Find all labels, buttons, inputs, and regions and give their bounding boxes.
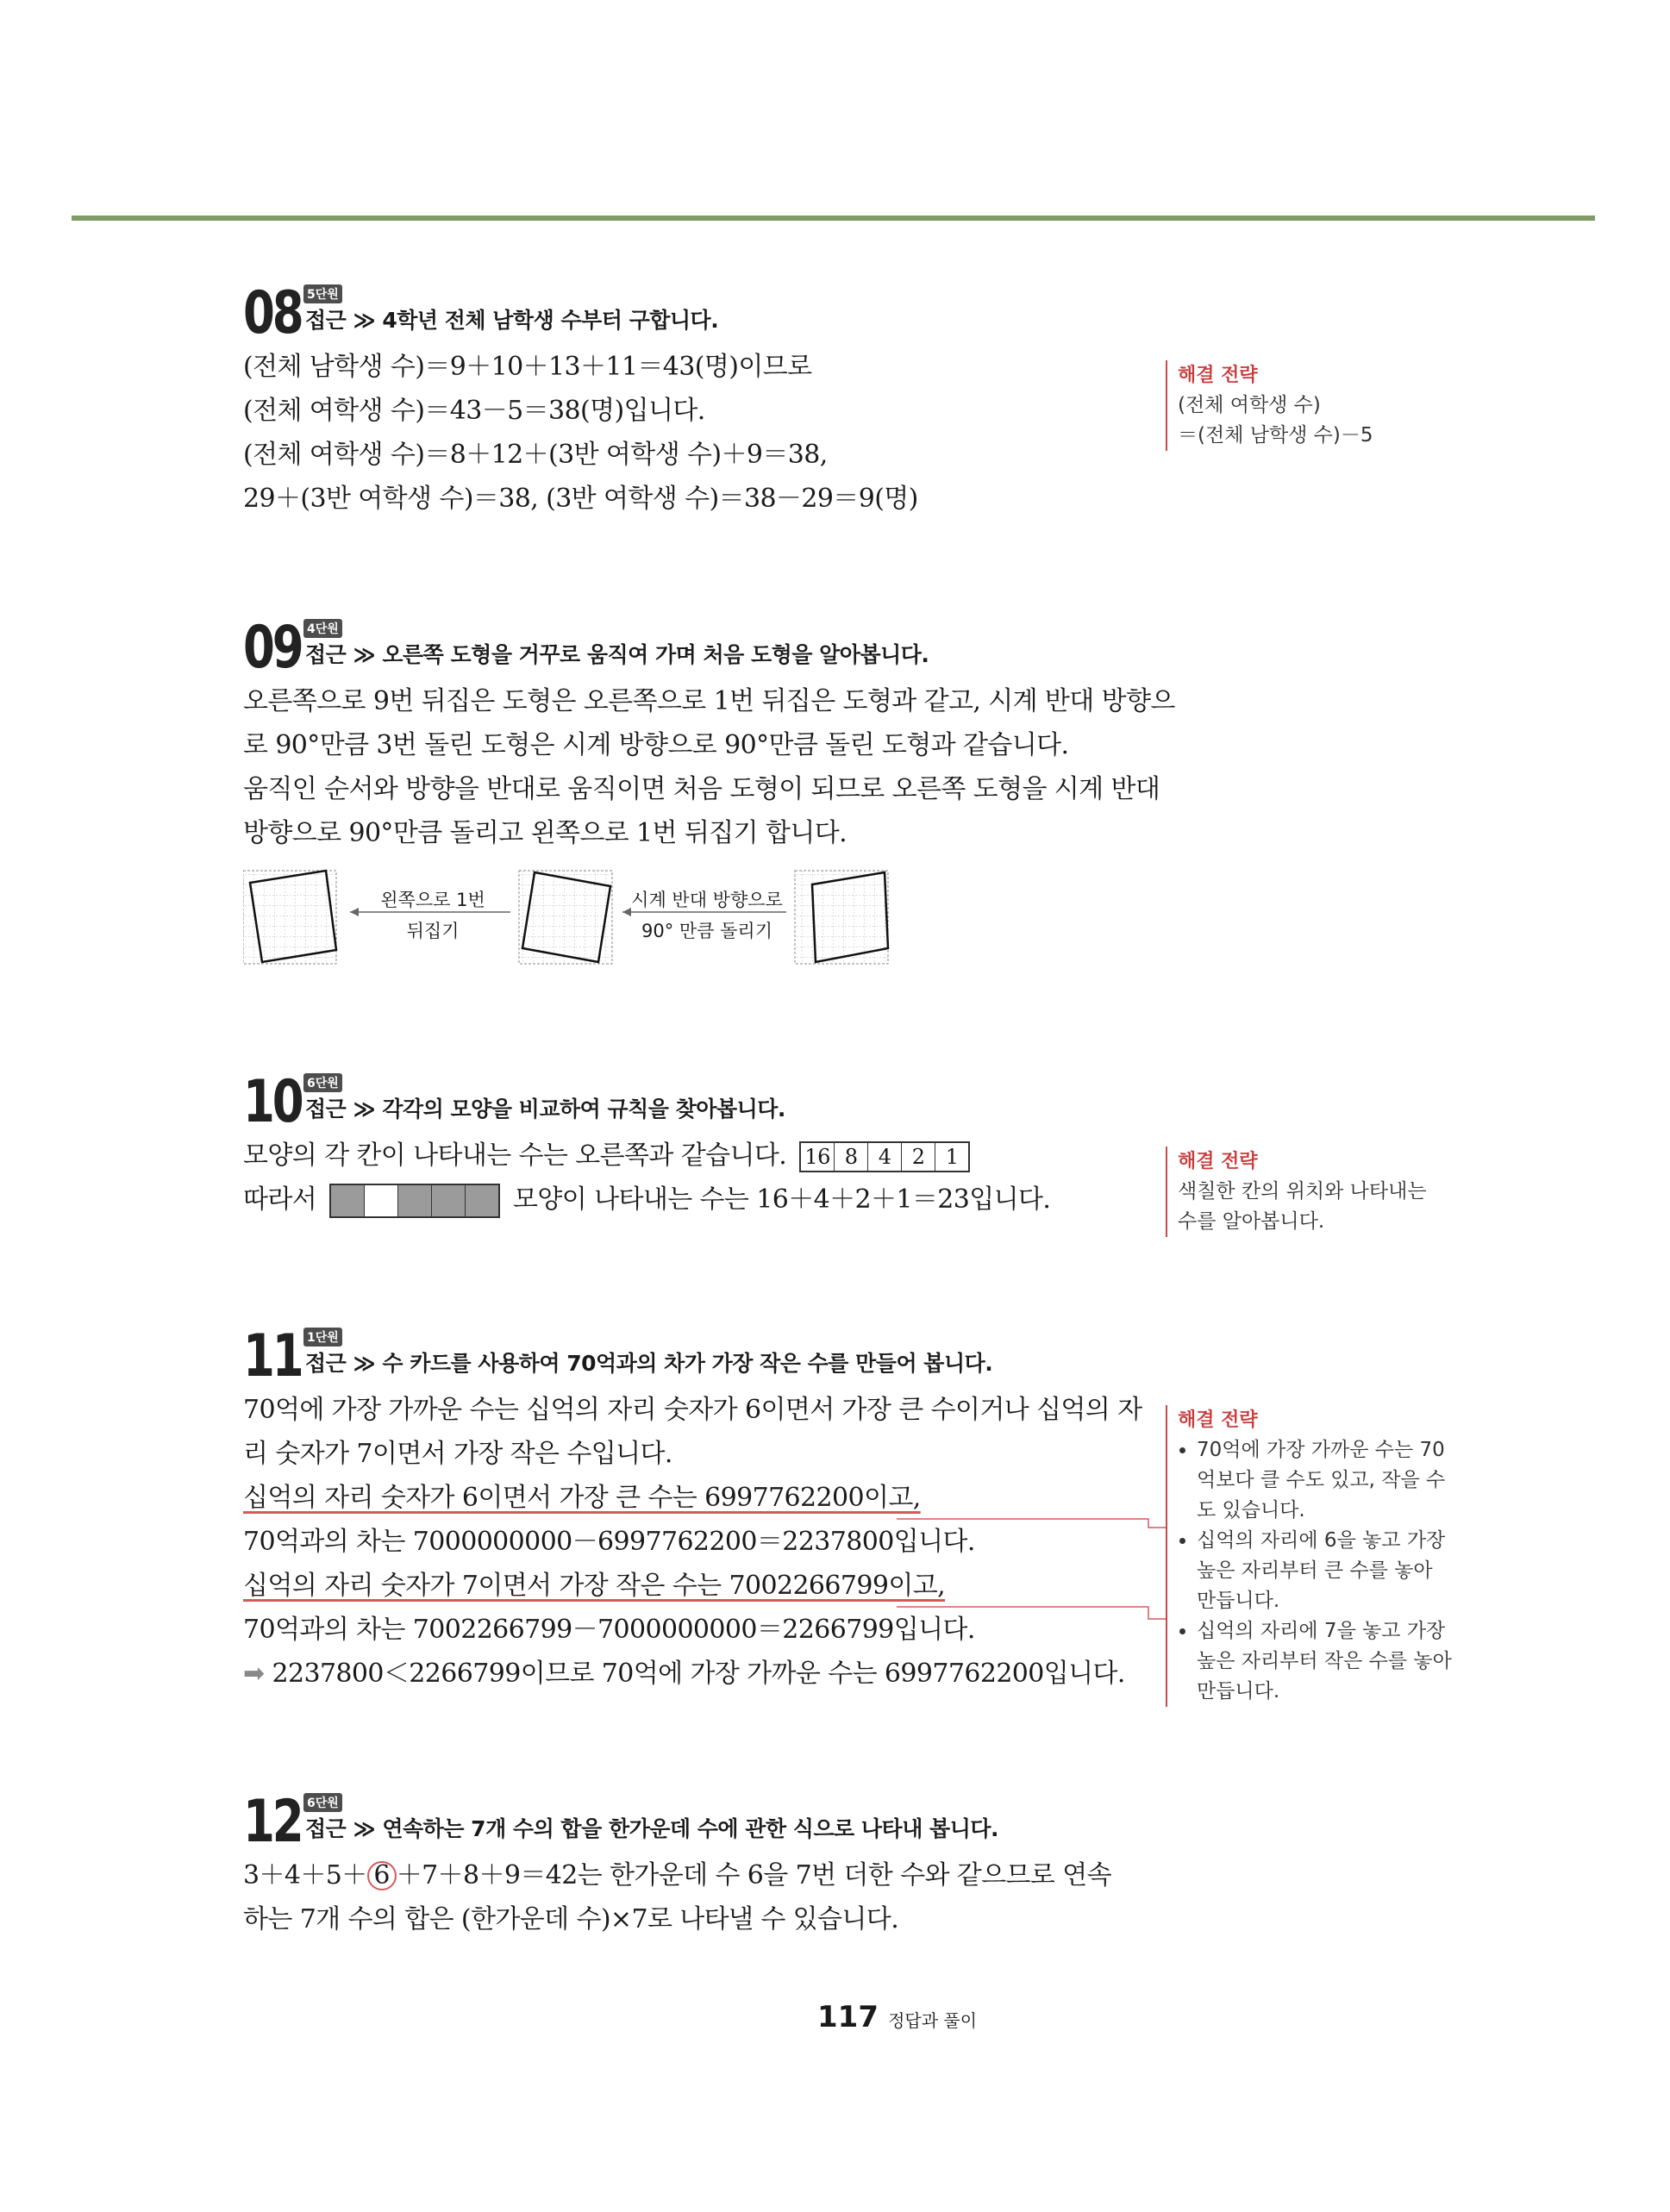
problem-header bbox=[243, 614, 1140, 682]
conclusion-text: 2237800＜2266799이므로 70억에 가장 가까운 수는 6997762200입니다. bbox=[272, 1659, 1125, 1689]
arrow-label-line: 시계 반대 방향으로 bbox=[631, 890, 783, 910]
problem-number: 08 bbox=[243, 279, 302, 347]
strategy-note-08 bbox=[1166, 360, 1454, 451]
problem-number: 10 bbox=[243, 1068, 302, 1136]
grid-square-original bbox=[243, 871, 336, 964]
solution-text: 따라서 bbox=[243, 1184, 317, 1215]
problem-11 bbox=[243, 1322, 1142, 1696]
strategy-line: 수를 알아봅니다. bbox=[1178, 1210, 1325, 1233]
box-value: 4 bbox=[868, 1143, 902, 1171]
solution-text: 3＋4＋5＋ bbox=[243, 1860, 367, 1890]
approach-text: 접근 ≫ 각각의 모양을 비교하여 규칙을 찾아봅니다. bbox=[305, 1097, 785, 1122]
strategy-note-11 bbox=[1166, 1405, 1454, 1707]
unit-badge: 6단원 bbox=[303, 1073, 342, 1092]
arrow-label-line: 뒤집기 bbox=[406, 921, 460, 941]
place-value-boxes bbox=[799, 1141, 970, 1172]
solution-line: 70억과의 차는 7000000000－6997762200＝2237800입니다. bbox=[243, 1527, 975, 1557]
solution-line: 29＋(3반 여학생 수)＝38, (3반 여학생 수)＝38－29＝9(명) bbox=[243, 484, 918, 514]
shaded-pattern bbox=[329, 1184, 500, 1218]
problem-09 bbox=[243, 614, 1175, 967]
strategy-line: 색칠한 칸의 위치와 나타내는 bbox=[1178, 1180, 1427, 1203]
strategy-item: • 70억에 가장 가까운 수는 70억보다 클 수도 있고, 작을 수도 있습니다. bbox=[1197, 1435, 1454, 1526]
strategy-title: 해결 전략 bbox=[1178, 1151, 1258, 1172]
strategy-note-10 bbox=[1166, 1147, 1454, 1237]
unit-badge: 4단원 bbox=[303, 619, 342, 638]
solution-line: 오른쪽으로 9번 뒤집은 도형은 오른쪽으로 1번 뒤집은 도형과 같고, 시계 반대 방향으 bbox=[243, 686, 1175, 716]
conclusion-line bbox=[243, 1652, 1140, 1696]
box-value: 2 bbox=[902, 1143, 935, 1171]
problem-12 bbox=[243, 1788, 1140, 1941]
solution-line bbox=[243, 1178, 1140, 1222]
solution-line: (전체 남학생 수)＝9＋10＋13＋11＝43(명)이므로 bbox=[243, 352, 812, 382]
solution-line bbox=[243, 1134, 1140, 1178]
problem-header bbox=[243, 1788, 1140, 1856]
solution-line bbox=[243, 1853, 1140, 1897]
circled-middle-number: 6 bbox=[367, 1861, 397, 1890]
approach-text: 접근 ≫ 수 카드를 사용하여 70억과의 차가 가장 작은 수를 만들어 봅니다. bbox=[305, 1351, 993, 1376]
arrow-label-rotate bbox=[621, 884, 793, 947]
solution-line: 리 숫자가 7이면서 가장 작은 수입니다. bbox=[243, 1439, 672, 1469]
solution-line: 70억과의 차는 7002266799－7000000000＝2266799입니다. bbox=[243, 1615, 975, 1645]
strategy-title: 해결 전략 bbox=[1178, 365, 1258, 386]
unit-badge: 5단원 bbox=[303, 284, 342, 303]
approach-text: 접근 ≫ 오른쪽 도형을 거꾸로 움직여 가며 처음 도형을 알아봅니다. bbox=[305, 642, 929, 667]
problem-header bbox=[243, 279, 1140, 347]
strategy-line: ＝(전체 남학생 수)－5 bbox=[1178, 424, 1373, 447]
arrow-label-flip bbox=[355, 884, 510, 947]
solution-line: 움직인 순서와 방향을 반대로 움직이면 처음 도형이 되므로 오른쪽 도형을 시계 반대 bbox=[243, 774, 1160, 804]
arrow-label-line: 왼쪽으로 1번 bbox=[380, 890, 485, 910]
strategy-item: • 십억의 자리에 7을 놓고 가장 높은 자리부터 작은 수를 놓아 만듭니다. bbox=[1197, 1616, 1454, 1707]
grid-square-final bbox=[795, 871, 888, 964]
problem-header bbox=[243, 1322, 1140, 1390]
problem-08 bbox=[243, 279, 1140, 521]
solution-line: (전체 여학생 수)＝8＋12＋(3반 여학생 수)＋9＝38, bbox=[243, 440, 828, 470]
solution-line: 로 90°만큼 3번 돌린 도형은 시계 방향으로 90°만큼 돌린 도형과 같습니다. bbox=[243, 730, 1069, 760]
unit-badge: 6단원 bbox=[303, 1793, 342, 1812]
solution-line: 방향으로 90°만큼 돌리고 왼쪽으로 1번 뒤집기 합니다. bbox=[243, 818, 848, 848]
strategy-line: (전체 여학생 수) bbox=[1178, 394, 1321, 416]
approach-text: 접근 ≫ 4학년 전체 남학생 수부터 구합니다. bbox=[305, 308, 719, 333]
box-value: 16 bbox=[801, 1143, 835, 1171]
page-footer bbox=[817, 2000, 977, 2034]
problem-number: 12 bbox=[243, 1788, 302, 1856]
arrow-label-line: 90° 만큼 돌리기 bbox=[641, 921, 772, 941]
problem-10 bbox=[243, 1068, 1140, 1222]
strategy-title: 해결 전략 bbox=[1178, 1409, 1258, 1431]
footer-label: 정답과 풀이 bbox=[888, 2010, 978, 2031]
shape-transform-diagram bbox=[243, 864, 907, 967]
solution-line: (전체 여학생 수)＝43－5＝38(명)입니다. bbox=[243, 396, 705, 426]
solution-text: ＋7＋8＋9＝42는 한가운데 수 6을 7번 더한 수와 같으므로 연속 bbox=[396, 1860, 1112, 1890]
top-rule bbox=[72, 216, 1595, 221]
page-number: 117 bbox=[817, 2000, 879, 2034]
connector-lines bbox=[897, 1517, 1166, 1621]
grid-square-middle bbox=[519, 871, 612, 964]
box-value: 8 bbox=[835, 1143, 868, 1171]
approach-text: 접근 ≫ 연속하는 7개 수의 합을 한가운데 수에 관한 식으로 나타내 봅니다. bbox=[305, 1816, 999, 1841]
problem-number: 09 bbox=[243, 614, 302, 682]
solution-line: 하는 7개 수의 합은 (한가운데 수)×7로 나타낼 수 있습니다. bbox=[243, 1904, 899, 1934]
arrow-right-icon: ➡ bbox=[243, 1659, 265, 1689]
solution-line: 십억의 자리 숫자가 6이면서 가장 큰 수는 6997762200이고, bbox=[243, 1483, 921, 1513]
problem-header bbox=[243, 1068, 1140, 1136]
solution-line: 70억에 가장 가까운 수는 십억의 자리 숫자가 6이면서 가장 큰 수이거나 십억의 자 bbox=[243, 1395, 1142, 1425]
solution-line: 십억의 자리 숫자가 7이면서 가장 작은 수는 7002266799이고, bbox=[243, 1571, 946, 1601]
box-value: 1 bbox=[945, 1145, 959, 1169]
solution-text: 모양이 나타내는 수는 16＋4＋2＋1＝23입니다. bbox=[513, 1184, 1051, 1215]
unit-badge: 1단원 bbox=[303, 1328, 342, 1347]
strategy-item: • 십억의 자리에 6을 놓고 가장 높은 자리부터 큰 수를 놓아 만듭니다. bbox=[1197, 1526, 1454, 1616]
solution-text: 모양의 각 칸이 나타내는 수는 오른쪽과 같습니다. bbox=[243, 1140, 787, 1171]
problem-number: 11 bbox=[243, 1322, 302, 1390]
